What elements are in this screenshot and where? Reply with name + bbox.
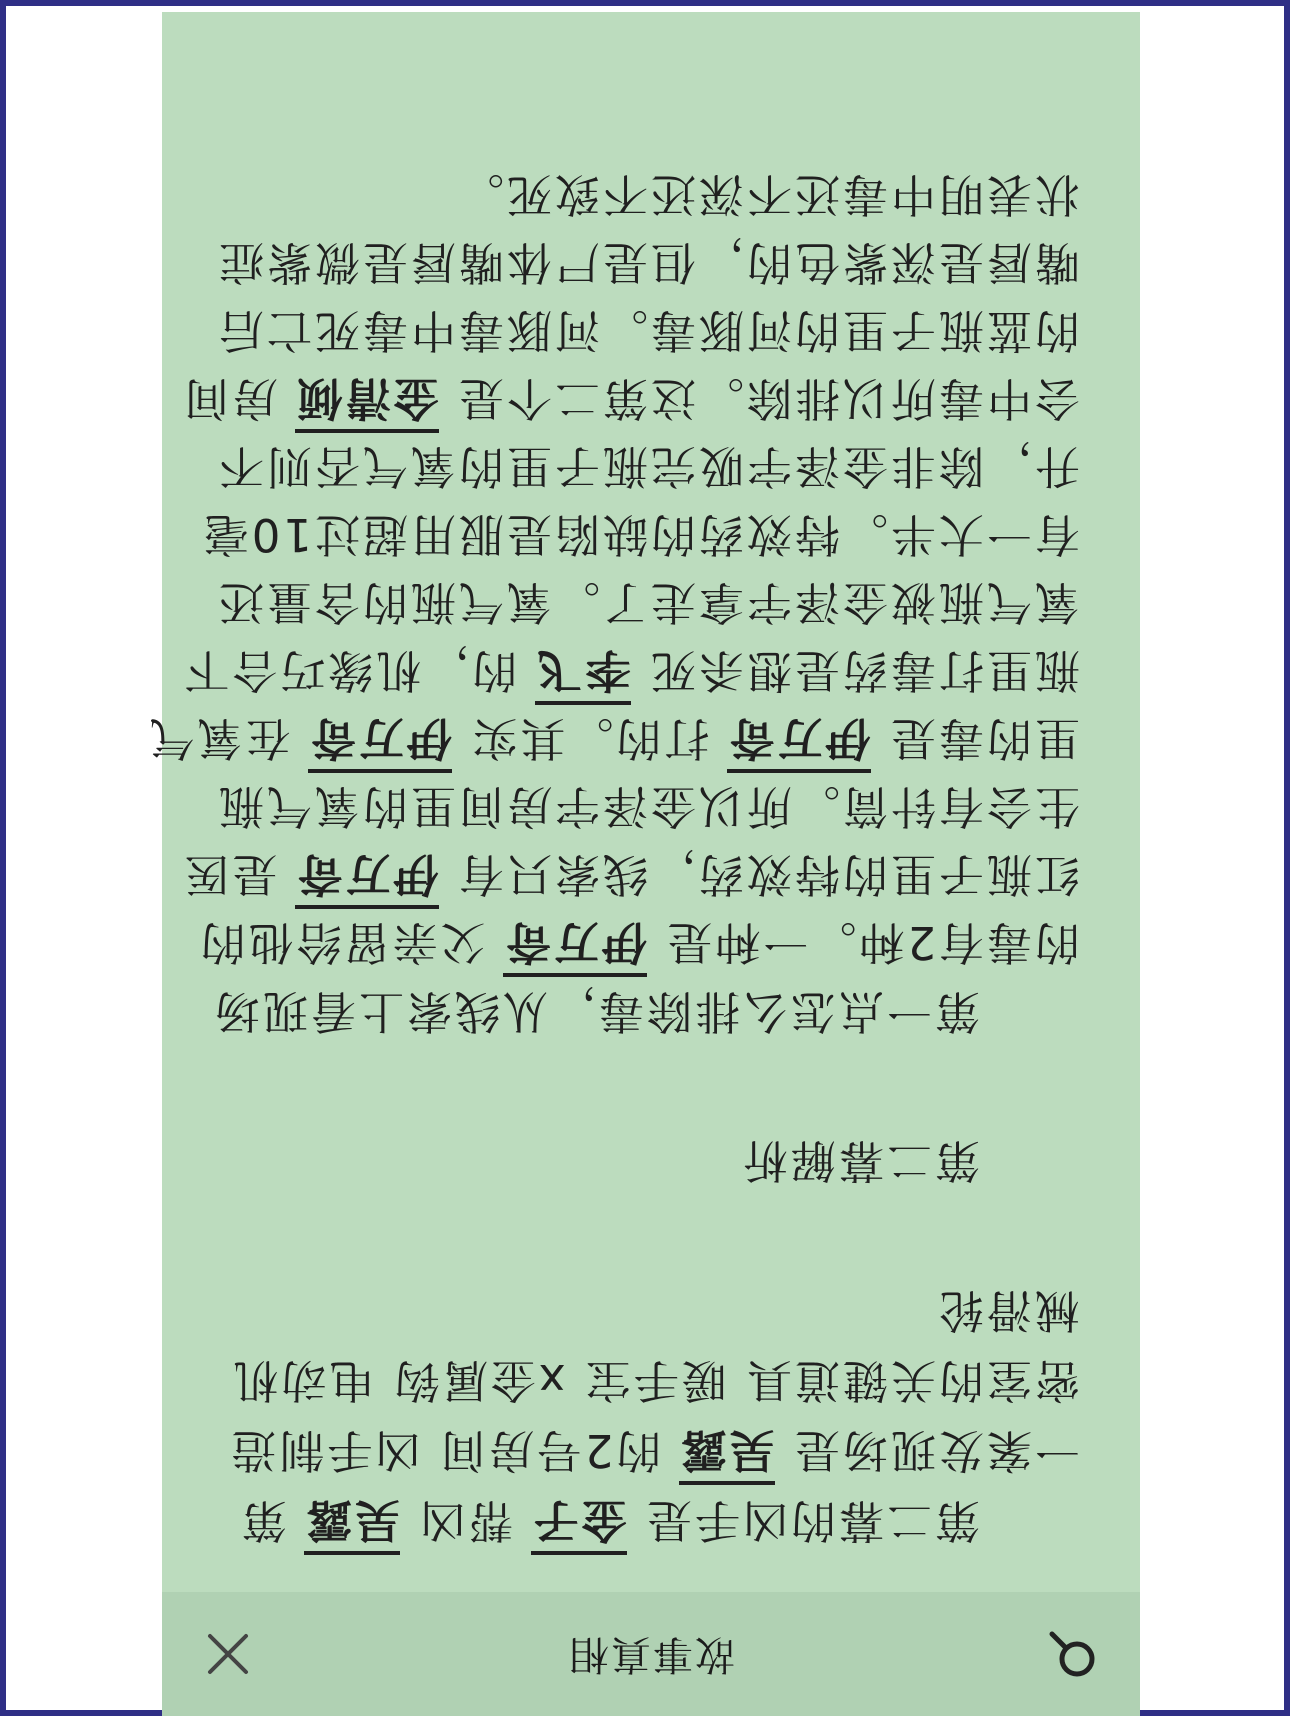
text-line: 生会有针筒。所以金泽宇房间里的氧气瓶 bbox=[215, 780, 1080, 833]
text-segment: 房间 bbox=[181, 372, 278, 425]
top-bar bbox=[162, 1592, 1140, 1716]
highlight-name: 金子 bbox=[531, 1485, 627, 1555]
text-line bbox=[197, 907, 1080, 977]
text-segment: 第 bbox=[238, 1494, 287, 1547]
text-line: 第一点怎么排除毒，从线索上看现场 bbox=[211, 985, 980, 1038]
text-line bbox=[200, 1415, 1080, 1485]
text-segment: 里的毒是 bbox=[887, 712, 1080, 765]
text-segment: 红瓶子里的特效药，线索只有 bbox=[455, 848, 1080, 901]
text-line bbox=[181, 635, 1080, 705]
text-line bbox=[146, 703, 1080, 773]
text-segment: 会中毒所以排除。这第二个是 bbox=[455, 372, 1080, 425]
text-segment: 一案发现场是 bbox=[791, 1424, 1080, 1477]
text-segment: 是医 bbox=[181, 848, 278, 901]
highlight-name: 伊万奇 bbox=[308, 703, 452, 773]
section-title: 第二幕解析 bbox=[739, 1134, 980, 1187]
highlight-name: 李飞 bbox=[535, 635, 631, 705]
text-line: 状表明中毒还不深还不致死。 bbox=[455, 168, 1080, 221]
text-line: 密室的关键道具 暖手宝 x金属钩 电动机 bbox=[230, 1354, 1080, 1407]
phone-screen bbox=[146, 12, 1140, 1716]
page-title: 故事真相 bbox=[567, 1631, 735, 1677]
highlight-name: 金清倾 bbox=[295, 363, 439, 433]
text-line bbox=[200, 1485, 1080, 1555]
text-segment: 父亲留给他的 bbox=[197, 916, 486, 969]
rotated-screen bbox=[146, 12, 1140, 1716]
close-icon[interactable] bbox=[198, 1624, 258, 1684]
text-line: 嘴唇是深紫色的，但是尸体嘴唇是微紫症 bbox=[215, 236, 1080, 289]
text-line: 有一大半。特效药的缺陷是服用超过10毫 bbox=[200, 508, 1080, 561]
highlight-name: 伊万奇 bbox=[727, 703, 871, 773]
highlight-name: 吴露 bbox=[304, 1485, 400, 1555]
text-line: 升，除非金泽宇吸完瓶子里的氧气否则不 bbox=[215, 440, 1080, 493]
highlight-name: 伊万奇 bbox=[503, 907, 647, 977]
highlight-name: 吴露 bbox=[679, 1415, 775, 1485]
text-line bbox=[181, 839, 1080, 909]
text-line: 的蓝瓶子里的河豚毒。河豚毒中毒死亡后 bbox=[215, 304, 1080, 357]
text-segment: 瓶里打毒药是想杀死 bbox=[647, 644, 1080, 697]
text-segment: 的毒有2种。一种是 bbox=[664, 916, 1080, 969]
text-segment: 帮凶 bbox=[417, 1494, 514, 1547]
text-line: 械滑轮 bbox=[935, 1284, 1080, 1337]
text-segment: 第二幕的凶手是 bbox=[643, 1494, 980, 1547]
highlight-name: 伊万奇 bbox=[295, 839, 439, 909]
text-segment: 的，机缘巧合下 bbox=[181, 644, 518, 697]
text-line: 氧气瓶被金泽宇拿走了。氧气瓶的含量还 bbox=[215, 576, 1080, 629]
text-segment: 在氧气 bbox=[146, 712, 291, 765]
text-segment: 的2号房间 凶手制造 bbox=[228, 1424, 662, 1477]
text-line bbox=[181, 363, 1080, 433]
text-segment: 打的。其实 bbox=[469, 712, 710, 765]
